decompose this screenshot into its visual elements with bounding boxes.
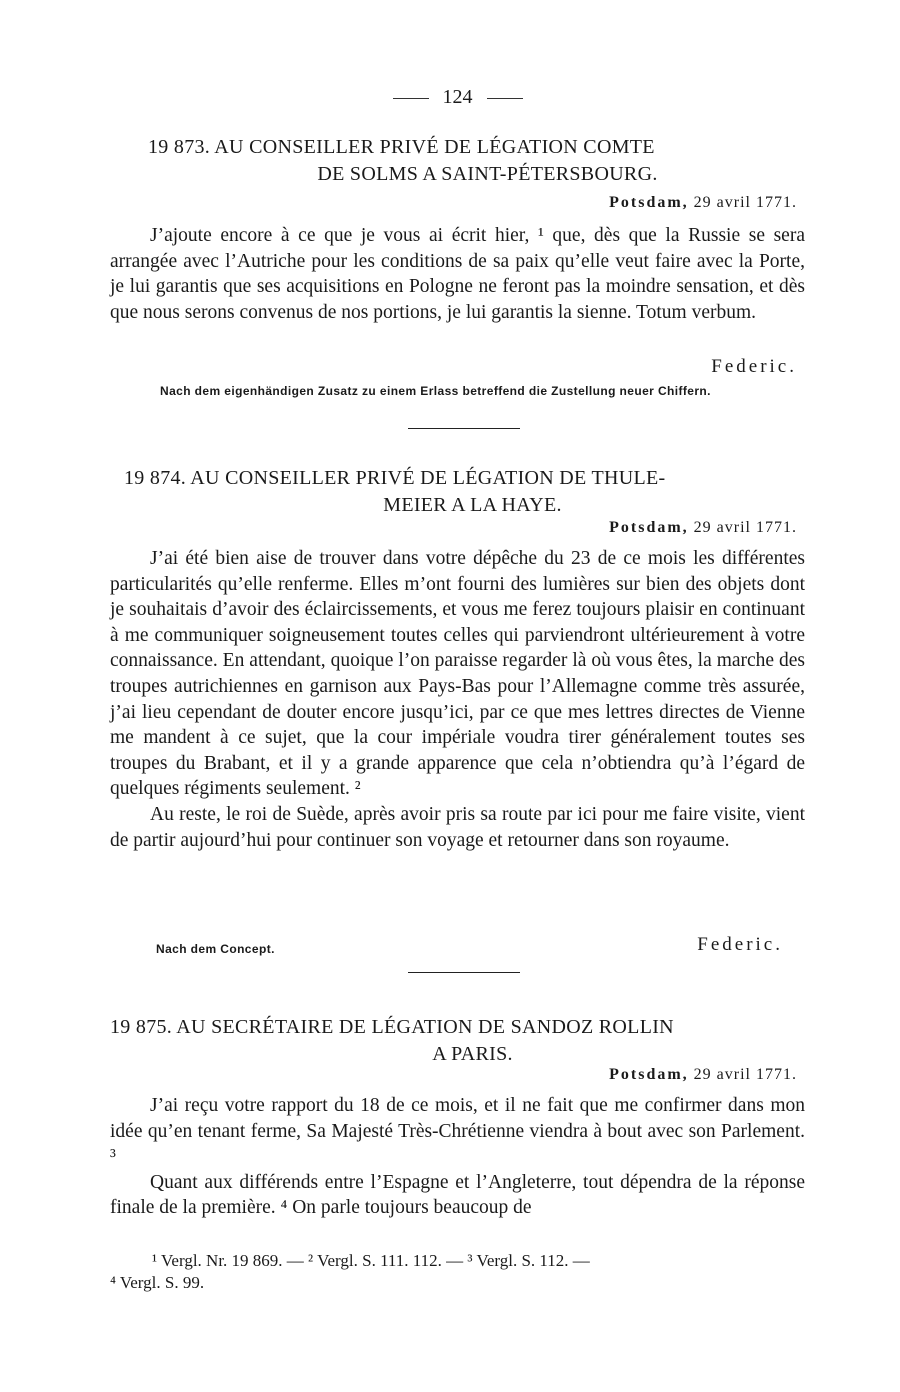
letter-place-date (609, 519, 797, 537)
letter-date: 29 avril 1771. (693, 194, 797, 211)
letter-place-date (609, 1066, 797, 1084)
letter-title-line1: 19 874. AU CONSEILLER PRIVÉ DE LÉGATION DE THULE- (124, 467, 666, 489)
letter-place: Potsdam, (609, 519, 689, 536)
footnote-line: ⁴ Vergl. S. 99. (110, 1273, 205, 1292)
letter-title-line2: DE SOLMS A SAINT-PÉTERSBOURG. (317, 163, 658, 185)
letter-title-line1: 19 873. AU CONSEILLER PRIVÉ DE LÉGATION COMTE (148, 136, 655, 158)
section-divider (408, 972, 520, 973)
letter-title-line2: A PARIS. (432, 1043, 513, 1065)
letter-place-date (609, 194, 797, 212)
letter-place: Potsdam, (609, 194, 689, 211)
letter-body-19873 (110, 223, 805, 325)
footnotes (110, 1250, 805, 1294)
letter-title-19874 (110, 465, 805, 519)
letter-paragraph: J’ai été bien aise de trouver dans votre dépêche du 23 de ce mois les différentes particularités qu’elle renferme. Elles m’ont fourni des lumières sur bien des objets dont je souhaitais d’avoir des éclaircissements, et vous me ferez toujours plaisir en continuant à me communiquer soigneusement toutes celles qui parviendront ultérieurement à votre connaissance. En attendant, quoique l’on paraisse regarder là où vous êtes, la marche des troupes autrichiennes en garnison aux Pays-Bas pour l’Allemagne comme très assurée, j’ai lieu cependant de douter encore jusqu’ici, par ce que mes lettres directes de Vienne me mandent à ce sujet, que la cour impériale voudra tirer généralement toutes ses troupes du Brabant, et il y a grande apparence que cela n’obtiendra qu’à l’égard de quelques régiments seulement. ² (110, 548, 805, 800)
letter-source-note: Nach dem eigenhändigen Zusatz zu einem Erlass betreffend die Zustellung neuer Chiffern. (160, 384, 711, 398)
letter-title-19875 (110, 1014, 805, 1068)
letter-signature: Federic. (697, 934, 783, 955)
page-number-line (110, 86, 805, 109)
letter-paragraph: J’ai reçu votre rapport du 18 de ce mois, et il ne fait que me confirmer dans mon idée qu’en tenant ferme, Sa Majesté Très-Chrétienne viendra à bout avec son Parlement. ³ (110, 1095, 805, 1168)
letter-title-line1: 19 875. AU SECRÉTAIRE DE LÉGATION DE SANDOZ ROLLIN (110, 1016, 674, 1038)
letter-body-19875 (110, 1093, 805, 1221)
letter-paragraph: Au reste, le roi de Suède, après avoir pris sa route par ici pour me faire visite, vient de partir aujourd’hui pour continuer son voyage et retourner dans son royaume. (110, 803, 805, 851)
page-number-dash-left (393, 98, 429, 99)
letter-title-19873 (110, 134, 805, 188)
page-number-dash-right (487, 98, 523, 99)
letter-title-line2: MEIER A LA HAYE. (383, 494, 562, 516)
letter-source-note: Nach dem Concept. (156, 942, 275, 956)
letter-place: Potsdam, (609, 1066, 689, 1083)
section-divider (408, 428, 520, 429)
footnote-line: ¹ Vergl. Nr. 19 869. — ² Vergl. S. 111. 112. — ³ Vergl. S. 112. — (152, 1251, 590, 1270)
page-number: 124 (442, 86, 473, 108)
letter-paragraph: Quant aux différends entre l’Espagne et l’Angleterre, tout dépendra de la réponse finale de la première. ⁴ On parle toujours beaucoup de (110, 1171, 805, 1219)
letter-date: 29 avril 1771. (693, 1066, 797, 1083)
letter-signature: Federic. (711, 356, 797, 377)
letter-body-19874 (110, 546, 805, 853)
letter-date: 29 avril 1771. (693, 519, 797, 536)
letter-paragraph: J’ajoute encore à ce que je vous ai écrit hier, ¹ que, dès que la Russie se sera arrangée avec l’Autriche pour les conditions de sa paix qu’elle veut faire avec la Porte, je lui garantis que ses acquisitions en Pologne ne feront pas la moindre sensation, et dès que nous serons convenus de nos portions, je lui garantis la sienne. Totum verbum. (110, 225, 805, 323)
